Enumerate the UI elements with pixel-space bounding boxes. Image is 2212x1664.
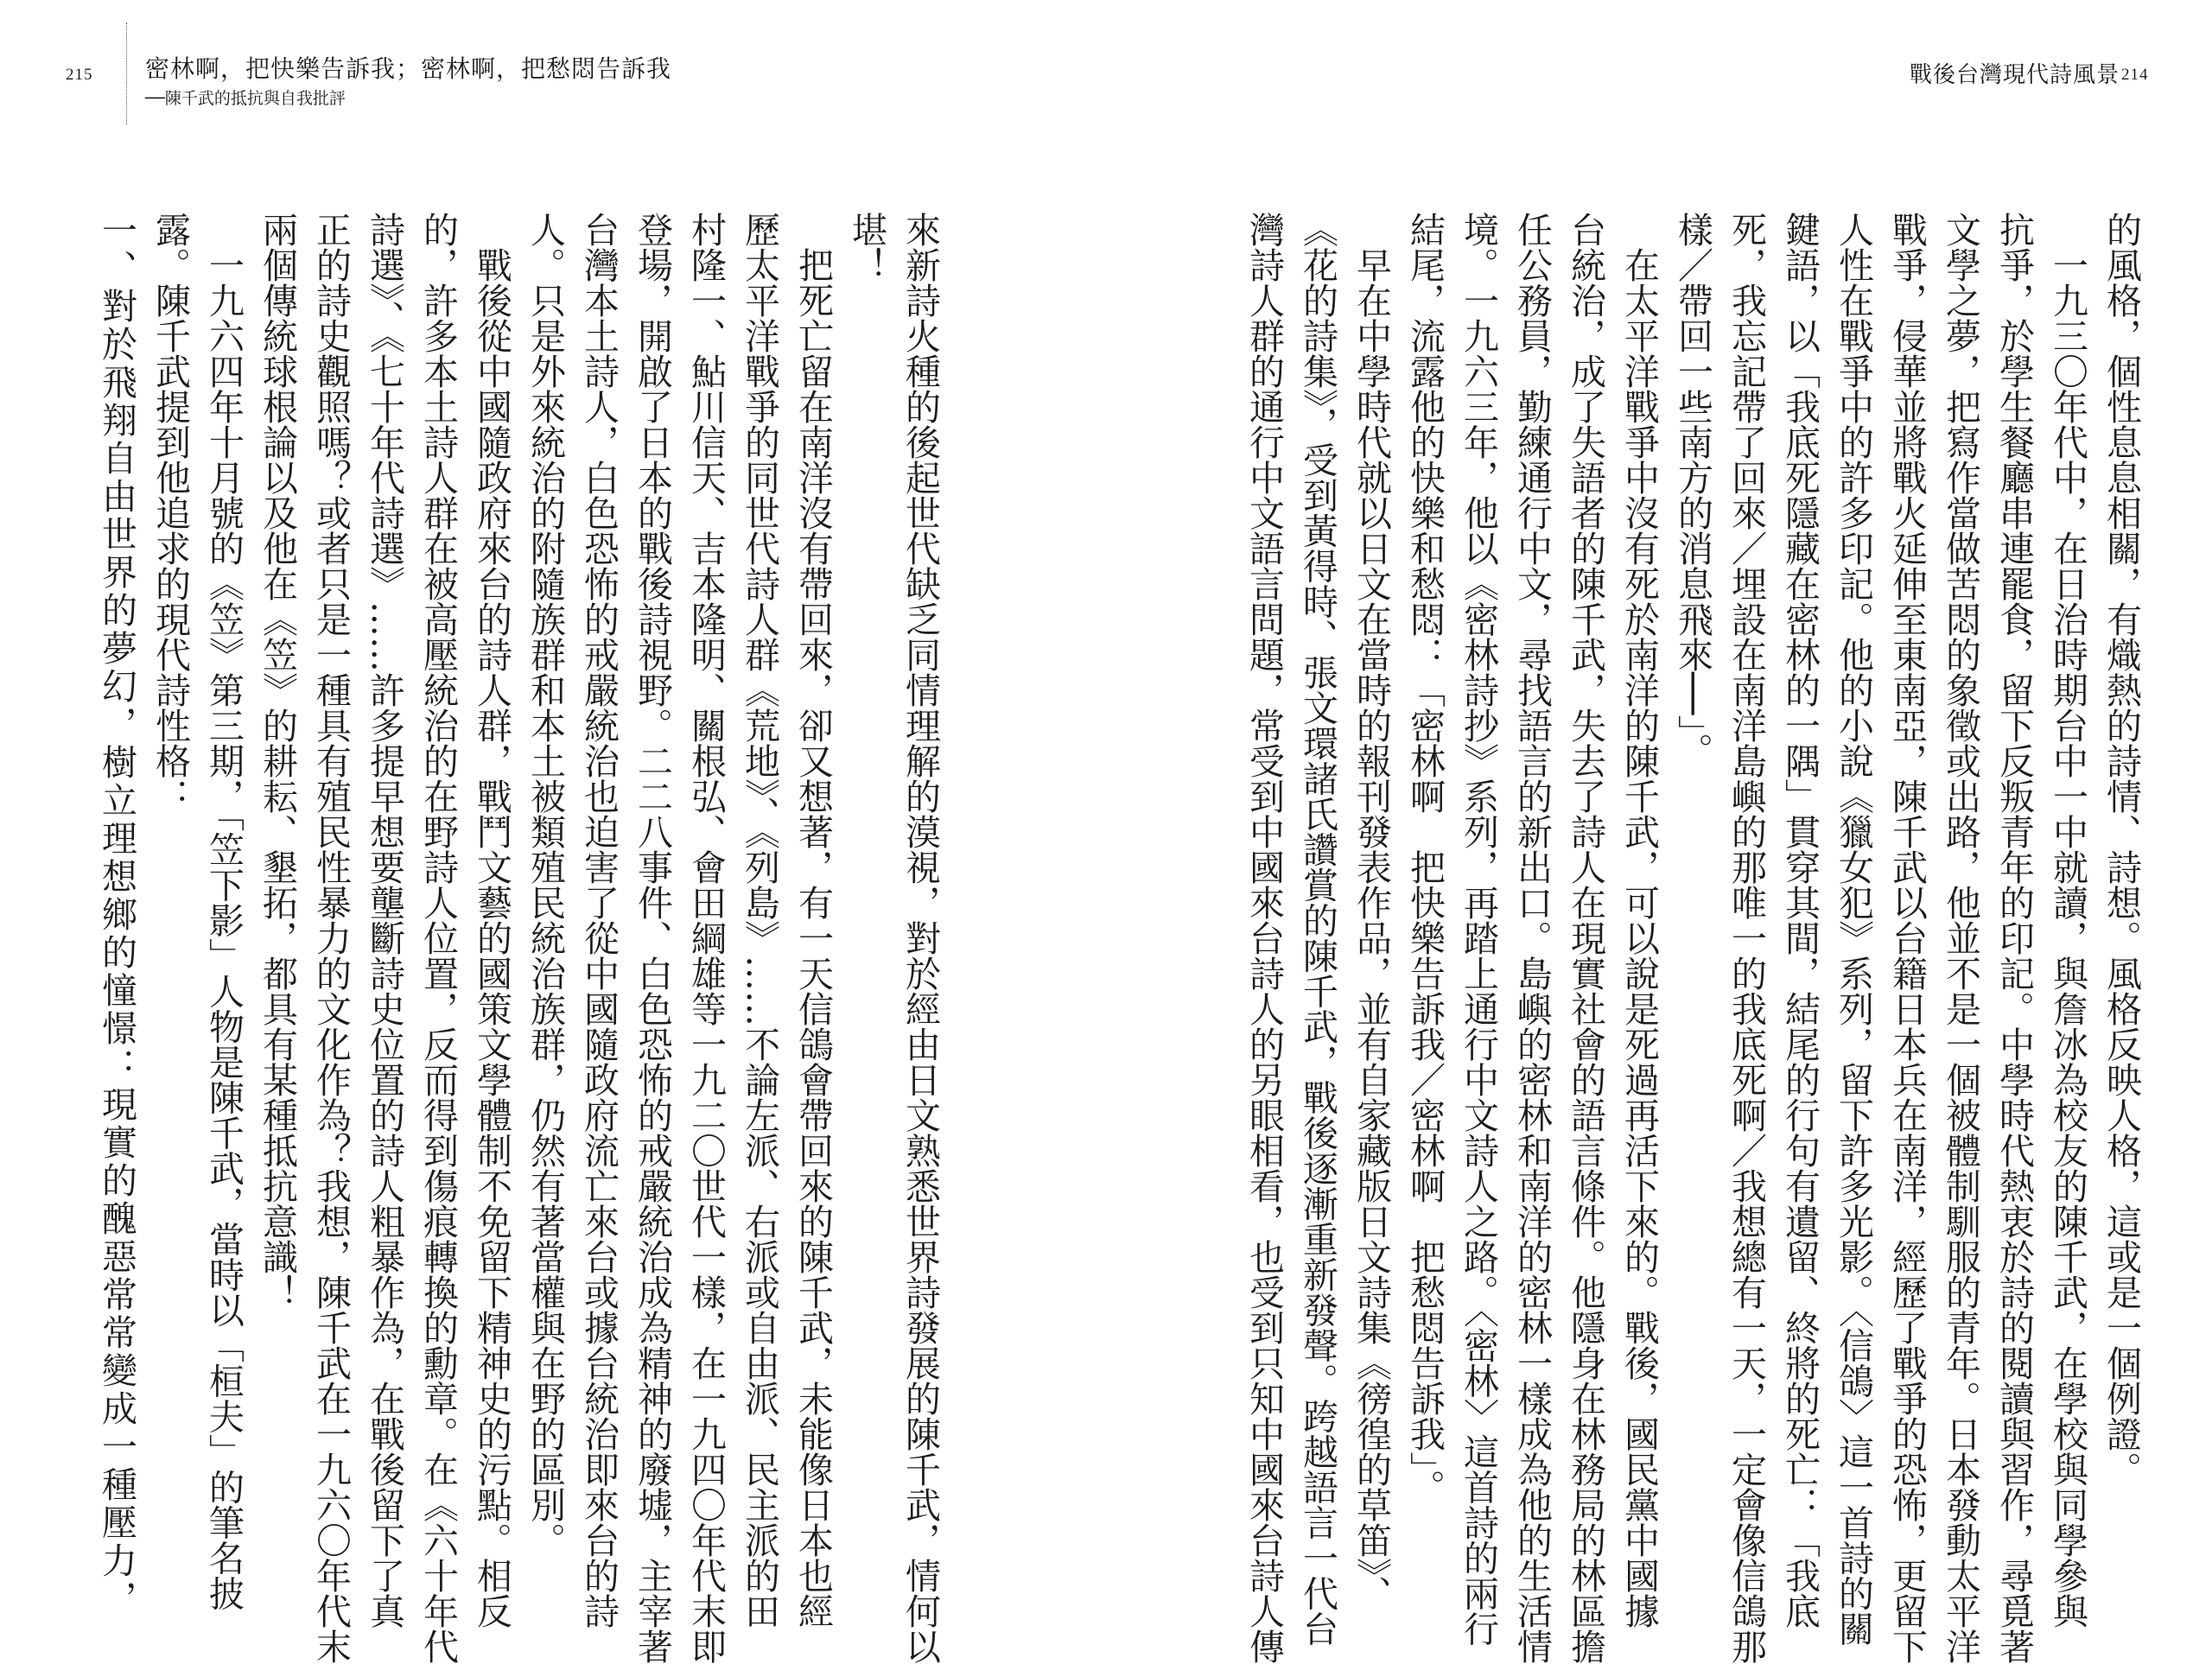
text-column: 抗爭，於學生餐廳串連罷食，留下反叛青年的印記。中學時代熱衷於詩的閱讀與習作，尋覓著 (1993, 212, 2035, 1664)
page-number-right: 214 (2121, 66, 2149, 84)
text-column: 兩個傳統球根論以及他在《笠》的耕耘、墾拓，都具有某種抵抗意識！ (257, 212, 298, 1310)
text-column: 台統治，成了失語者的陳千武，失去了詩人在現實社會的語言條件。他隱身在林務局的林區擔 (1565, 212, 1606, 1664)
page-number-left: 215 (66, 66, 93, 84)
text-column: 灣詩人群的通行中文語言問題，常受到中國來台詩人的另眼相看，也受到只知中國來台詩人傳 (1243, 212, 1285, 1664)
running-head-book-title: 戰後台灣現代詩風景 (1910, 62, 2120, 88)
text-column: 文學之夢，把寫作當做苦悶的象徵或出路，他並不是一個被體制馴服的青年。日本發動太平洋 (1940, 212, 1981, 1664)
text-column: 的，許多本土詩人群在被高壓統治的在野詩人位置，反而得到傷痕轉換的勳章。在《六十年代 (417, 212, 459, 1664)
running-head-title: 密林啊，把快樂告訴我；密林啊，把愁悶告訴我 (145, 54, 672, 83)
text-column: 歷太平洋戰爭的同世代詩人群《荒地》、《列島》……不論左派、右派或自由派、民主派的田 (739, 212, 780, 1629)
text-column: 早在中學時代就以日文在當時的報刊發表作品，並有自家藏版日文詩集《徬徨的草笛》、 (1351, 212, 1392, 1611)
text-column: 的風格，個性息息相關，有熾熱的詩情、詩想。風格反映人格，這或是一個例證。 (2101, 212, 2142, 1487)
text-column: 堪！ (846, 212, 887, 283)
text-column: 鍵語，以「我底死隱藏在密林的一隅」貫穿其間，結尾的行句有遺留、終將的死亡：「我底 (1779, 212, 1821, 1629)
right-page-text (1243, 212, 2142, 1664)
text-column: 一九三〇年代中，在日治時期台中一中就讀，與詹冰為校友的陳千武，在學校與同學參與 (2047, 212, 2088, 1629)
text-column: 登場，開啟了日本的戰後詩視野。二二八事件、白色恐怖的戒嚴統治成為精神的廢墟，主宰著 (632, 212, 673, 1664)
text-column: 村隆一、鮎川信天、吉本隆明、關根弘、會田綱雄等一九二〇世代一樣，在一九四〇年代末即 (685, 212, 727, 1664)
text-column: 台灣本土詩人，白色恐怖的戒嚴統治也迫害了從中國隨政府流亡來台或據台統治即來台的詩 (578, 212, 620, 1629)
text-column: 境。一九六三年，他以《密林詩抄》系列，再踏上通行中文詩人之路。〈密林〉這首詩的兩行 (1458, 212, 1499, 1647)
running-head-subtitle: ──陳千武的抵抗與自我批評 (145, 89, 346, 108)
text-column: 把死亡留在南洋沒有帶回來，卻又想著，有一天信鴿會帶回來的陳千武，未能像日本也經 (792, 212, 834, 1629)
header-divider (126, 22, 127, 124)
section-heading: 一、對於飛翔自由世界的夢幻，樹立理想鄉的憧憬：現實的醜惡常常變成一種壓力， (96, 212, 137, 1618)
text-column: 來新詩火種的後起世代缺乏同情理解的漠視，對於經由日文熟悉世界詩發展的陳千武，情何以 (899, 212, 941, 1664)
text-column: 《花的詩集》，受到黃得時、張文環諸氏讚賞的陳千武，戰後逐漸重新發聲。跨越語言一代台 (1297, 212, 1338, 1647)
text-column: 人。只是外來統治的附隨族群和本土被類殖民統治族群，仍然有著當權與在野的區別。 (524, 212, 566, 1558)
text-column: 詩選》、《七十年代詩選》……許多提早想要壟斷詩史位置的詩人粗暴作為，在戰後留下了真 (364, 212, 405, 1629)
text-column: 人性在戰爭中的許多印記。他的小說《獵女犯》系列，留下許多光影。〈信鴿〉這一首詩的關 (1833, 212, 1874, 1647)
text-column: 戰後從中國隨政府來台的詩人群，戰鬥文藝的國策文學體制不免留下精神史的污點。相反 (471, 212, 512, 1629)
text-column: 正的詩史觀照嗎？或者只是一種具有殖民性暴力的文化作為？我想，陳千武在一九六〇年代末 (310, 212, 352, 1664)
left-page-text (96, 212, 941, 1664)
text-column: 一九六四年十月號的《笠》第三期，「笠下影」人物是陳千武，當時以「桓夫」的筆名披 (203, 212, 245, 1611)
text-column: 任公務員，勤練通行中文，尋找語言的新出口。島嶼的密林和南洋的密林一樣成為他的生活情 (1511, 212, 1553, 1664)
text-column: 結尾，流露他的快樂和愁悶：「密林啊 把快樂告訴我／密林啊 把愁悶告訴我」。 (1404, 212, 1446, 1505)
text-column: 死，我忘記帶了回來／埋設在南洋島嶼的那唯一的我底死啊／我想總有一天，一定會像信鴿那 (1726, 212, 1767, 1664)
text-column: 戰爭，侵華並將戰火延伸至東南亞，陳千武以台籍日本兵在南洋，經歷了戰爭的恐怖，更留下 (1886, 212, 1928, 1664)
text-column: 樣／帶回一些南方的消息飛來──」。 (1672, 212, 1713, 768)
text-column: 露。陳千武提到他追求的現代詩性格： (149, 212, 191, 814)
text-column: 在太平洋戰爭中沒有死於南洋的陳千武，可以說是死過再活下來的。戰後，國民黨中國據 (1618, 212, 1660, 1629)
